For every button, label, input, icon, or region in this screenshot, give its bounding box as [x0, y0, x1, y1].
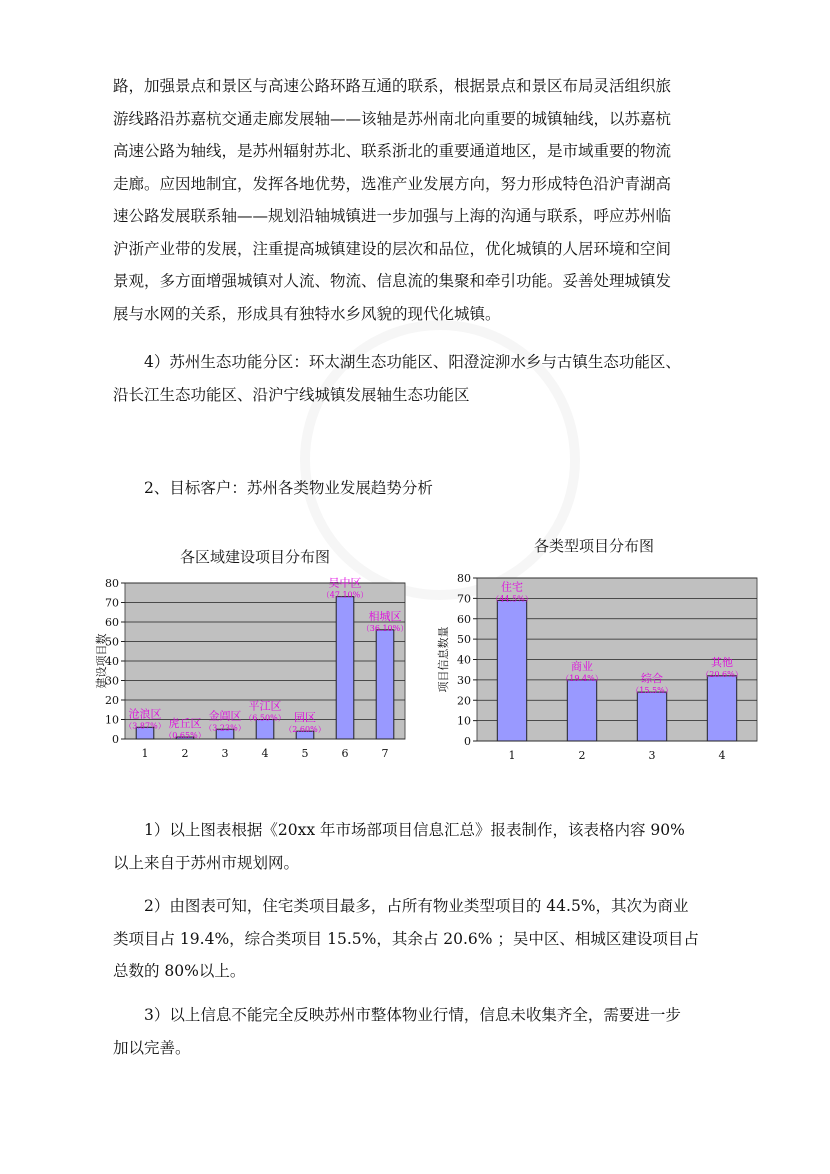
- y-tick-label: 0: [112, 733, 119, 746]
- bar: [637, 692, 666, 741]
- data-label-name: 吴中区: [328, 576, 362, 590]
- bar: [497, 600, 526, 741]
- paragraph-eco-zones: [113, 346, 723, 411]
- data-label-percent: （3.87%）: [124, 721, 166, 731]
- text-line: 加以完善。: [113, 1038, 191, 1057]
- text-line: 1）以上图表根据《20xx 年市场部项目信息汇总》报表制作，该表格内容 90%: [144, 821, 685, 839]
- x-tick-label: 3: [221, 747, 229, 760]
- text-line: 总数的 80%以上。: [113, 962, 246, 980]
- chart-title: 各类型项目分布图: [533, 537, 655, 555]
- y-tick-label: 50: [457, 633, 471, 647]
- x-tick-label: 5: [301, 747, 309, 760]
- paragraph-note-1: [113, 814, 723, 879]
- data-label-percent: （44.5%）: [491, 594, 533, 604]
- data-label-percent: （15.5%）: [631, 686, 673, 696]
- text-line: 路，加强景点和景区与高速公路环路互通的联系，根据景点和景区布局灵活组织旅: [113, 77, 672, 95]
- text-line: 以上来自于苏州市规划网。: [113, 853, 300, 872]
- y-tick-label: 70: [457, 592, 471, 606]
- y-tick-label: 20: [457, 694, 471, 708]
- data-label-name: 虎丘区: [168, 717, 202, 731]
- y-axis-label: 建设项目数: [95, 633, 108, 689]
- bar: [567, 680, 596, 741]
- y-tick-label: 60: [457, 612, 471, 626]
- data-label-percent: （6.50%）: [244, 713, 286, 723]
- y-tick-label: 40: [105, 655, 119, 668]
- y-tick-label: 70: [105, 596, 119, 610]
- data-label-name: 沧浪区: [128, 707, 162, 721]
- text-line: 2）由图表可知，住宅类项目最多，占所有物业类型项目的 44.5%，其次为商业: [144, 897, 689, 915]
- y-tick-label: 50: [105, 635, 119, 649]
- paragraph-note-2: [113, 890, 723, 988]
- y-tick-label: 10: [457, 714, 471, 728]
- x-tick-label: 1: [141, 747, 149, 760]
- bar: [336, 597, 354, 739]
- data-label-name: 综合: [641, 672, 663, 686]
- data-label-percent: （47.10%）: [321, 590, 369, 600]
- data-label-name: 平江区: [248, 699, 282, 713]
- bar: [376, 630, 394, 739]
- y-tick-label: 60: [105, 616, 119, 629]
- text-line: 类项目占 19.4%，综合类项目 15.5%，其余占 20.6% ；吴中区、相城区建设项目占: [113, 929, 699, 948]
- text-line: 沪浙产业带的发展，注重提高城镇建设的层次和品位，优化城镇的人居环境和空间: [113, 239, 672, 258]
- text-line: 走廊。应因地制宜，发挥各地优势，选准产业发展方向，努力形成特色沿沪青湖高: [113, 174, 672, 193]
- x-tick-label: 6: [341, 747, 349, 760]
- data-label-percent: （36.10%）: [361, 623, 409, 633]
- text-line: 高速公路为轴线，是苏州辐射苏北、联系浙北的重要通道地区，是市域重要的物流: [113, 142, 672, 160]
- y-tick-label: 20: [105, 694, 119, 707]
- text-line: 景观，多方面增强城镇对人流、物流、信息流的集聚和牵引功能。妥善处理城镇发: [113, 272, 672, 290]
- data-label-name: 相城区: [368, 609, 402, 623]
- paragraph-transport-axes: [113, 70, 723, 330]
- x-tick-label: 7: [381, 747, 389, 760]
- x-tick-label: 4: [261, 747, 269, 760]
- y-tick-label: 40: [457, 653, 471, 667]
- x-tick-label: 3: [648, 749, 656, 762]
- text-line: 4）苏州生态功能分区：环太湖生态功能区、阳澄淀泖水乡与古镇生态功能区、: [144, 353, 681, 371]
- data-label-percent: （2.60%）: [284, 725, 326, 735]
- paragraph-note-3: [113, 999, 723, 1064]
- text-line: 展与水网的关系，形成具有独特水乡风貌的现代化城镇。: [113, 304, 501, 323]
- text-line: 沿长江生态功能区、沿沪宁线城镇发展轴生态功能区: [113, 385, 470, 404]
- data-label-percent: （3.23%）: [204, 723, 246, 733]
- data-label-name: 金阊区: [208, 709, 242, 723]
- y-tick-label: 30: [105, 674, 119, 688]
- data-label-name: 园区: [294, 711, 316, 725]
- bar: [707, 676, 736, 741]
- x-tick-label: 2: [181, 747, 189, 760]
- y-tick-label: 0: [464, 735, 471, 748]
- y-axis-label: 项目信息数量: [437, 626, 450, 693]
- section-heading: [113, 472, 723, 505]
- section-heading-text: 2、目标客户：苏州各类物业发展趋势分析: [144, 479, 433, 497]
- data-label-name: 商业: [571, 659, 593, 673]
- text-line: 游线路沿苏嘉杭交通走廊发展轴——该轴是苏州南北向重要的城镇轴线，以苏嘉杭: [113, 109, 672, 128]
- y-tick-label: 10: [105, 713, 119, 727]
- chart-type-svg: [430, 532, 770, 782]
- x-tick-label: 1: [508, 749, 516, 762]
- y-tick-label: 80: [457, 572, 471, 585]
- x-tick-label: 4: [718, 749, 726, 762]
- data-label-percent: （19.4%）: [561, 673, 603, 683]
- x-tick-label: 2: [578, 749, 586, 762]
- chart-district-svg: [95, 535, 415, 775]
- chart-title: 各区域建设项目分布图: [179, 548, 331, 566]
- text-line: 速公路发展联系轴——规划沿轴城镇进一步加强与上海的沟通与联系，呼应苏州临: [113, 207, 672, 225]
- data-label-name: 住宅: [501, 580, 523, 594]
- data-label-percent: （0.65%）: [164, 731, 206, 741]
- data-label-name: 其他: [711, 655, 733, 669]
- chart-district-distribution: [95, 535, 415, 775]
- text-line: 3）以上信息不能完全反映苏州市整体物业行情，信息未收集齐全，需要进一步: [144, 1006, 681, 1024]
- chart-type-distribution: [430, 532, 770, 782]
- data-label-percent: （20.6%）: [701, 669, 743, 679]
- y-tick-label: 80: [105, 577, 119, 590]
- y-tick-label: 30: [457, 673, 471, 687]
